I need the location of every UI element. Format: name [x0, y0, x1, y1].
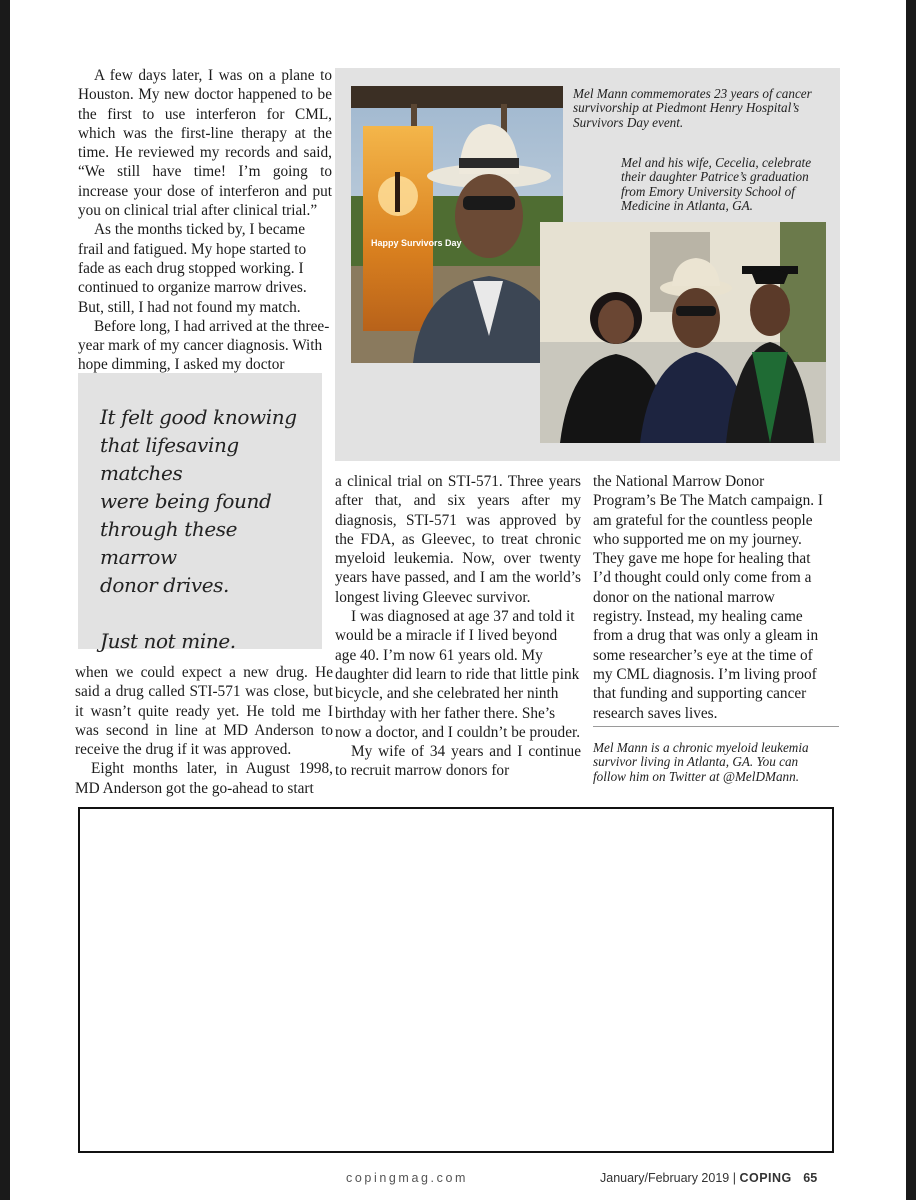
photo-caption-2: Mel and his wife, Cecelia, celebrate their daughter Patrice’s graduation from Emory University School of Medicine in Atlanta, GA.	[621, 155, 812, 214]
article-column-2	[335, 472, 581, 781]
page-number: 65	[803, 1171, 818, 1185]
bio-divider	[593, 726, 839, 727]
banner-text: Happy Survivors Day	[371, 238, 462, 248]
author-bio: Mel Mann is a chronic myeloid leukemia survivor living in Atlanta, GA. You can follow him on Twitter at @MelDMann.	[593, 740, 809, 784]
pull-quote-line: that lifesaving matches	[100, 433, 239, 485]
article-column-3	[593, 472, 825, 723]
paragraph: a clinical trial on STI-571. Three years after that, and six years after my diagnosis, STI-571 was approved by the FDA, as Gleevec, to treat chronic myeloid leukemia. Now, over twenty years have passed, and I am the world’s longest living Gleevec survivor.	[335, 473, 581, 606]
pull-quote-line: were being found	[100, 489, 272, 513]
graduation-photo	[540, 222, 826, 443]
footer-brand: COPING	[739, 1171, 792, 1185]
article-column-1-top	[78, 66, 332, 375]
footer-issue-info	[600, 1171, 817, 1185]
paragraph: A few days later, I was on a plane to Houston. My new doctor happened to be the first to use interferon for CML, which was the first-line therapy at the time. He reviewed my records and said, “We still have time! I’m going to increase your dose of interferon and put you on clinical trial after clinical trial.”	[78, 67, 332, 220]
pull-quote-closing: Just not mine.	[100, 629, 236, 653]
paragraph: Before long, I had arrived at the three-year mark of my cancer diagnosis. With hope dimming, I asked my doctor	[78, 317, 330, 374]
paragraph: the National Marrow Donor Program’s Be The Match campaign. I am grateful for the countless people who supported me on my journey. They gave me hope for healing that I’d thought could only come from a donor on the national marrow registry. Instead, my healing came from a drug that was only a gleam in some researcher’s eye at the time of my CML diagnosis. I’m living proof that funding and supporting cancer research saves lives.	[593, 473, 823, 722]
footer-separator: |	[732, 1171, 736, 1185]
pull-quote-line: It felt good knowing	[100, 405, 297, 429]
paragraph: My wife of 34 years and I continue to recruit marrow donors for	[335, 743, 581, 780]
pull-quote-line: donor drives.	[100, 573, 229, 597]
paragraph: As the months ticked by, I became frail and fatigued. My hope started to fade as each drug stopped working. I continued to organize marrow drives. But, still, I had not found my match.	[78, 221, 307, 316]
article-column-1-bottom	[75, 663, 333, 798]
footer-site: copingmag.com	[346, 1171, 469, 1185]
photo-caption-1: Mel Mann commemorates 23 years of cancer survivorship at Piedmont Henry Hospital’s Survivors Day event.	[573, 86, 812, 130]
advertisement-box	[78, 807, 834, 1153]
paragraph: I was diagnosed at age 37 and told it would be a miracle if I lived beyond age 40. I’m now 61 years old. My daughter did learn to ride that little pink bicycle, and she celebrated her ninth birthday with her father there. She’s now a doctor, and I couldn’t be prouder.	[335, 608, 581, 741]
pull-quote-line: through these marrow	[100, 517, 238, 569]
graduation-photo-image	[540, 222, 826, 443]
footer-issue: January/February 2019	[600, 1171, 730, 1185]
pull-quote	[78, 373, 322, 653]
magazine-page	[10, 0, 906, 1200]
survivors-day-photo	[351, 86, 563, 363]
paragraph: when we could expect a new drug. He said a drug called STI-571 was close, but it wasn’t quite ready yet. He told me I was second in line at MD Anderson to receive the drug if it was approved.	[75, 664, 333, 759]
paragraph: Eight months later, in August 1998, MD Anderson got the go-ahead to start	[75, 760, 333, 797]
survivors-day-photo-image	[351, 86, 563, 363]
